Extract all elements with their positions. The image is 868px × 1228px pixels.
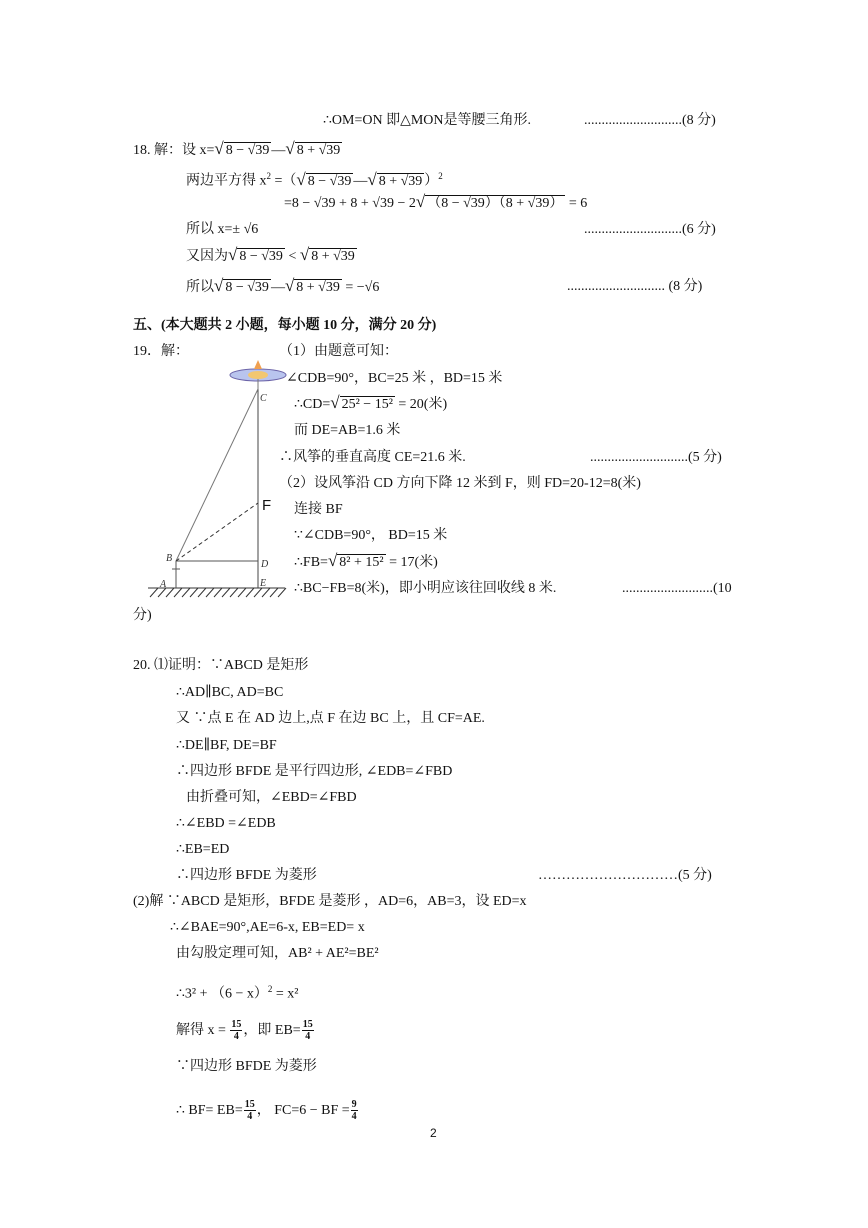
- radicand: 8 − √39: [225, 143, 270, 158]
- problem-20-part2: (2)解 ∵ABCD 是矩形，BFDE 是菱形 ，AD=6，AB=3，设 ED=x: [133, 894, 527, 909]
- section-heading: 五、(本大题共 2 小题，每小题 10 分，满分 20 分): [133, 318, 437, 333]
- problem-20-line: ∴AD∥BC, AD=BC: [176, 685, 284, 700]
- label-e: E: [260, 578, 267, 589]
- radicand: 8 + √39: [296, 143, 341, 158]
- problem-19-connect: 连接 BF: [294, 502, 343, 517]
- text: = −√6: [341, 280, 380, 295]
- problem-19-angle: ∵∠CDB=90°， BD=15 米: [294, 528, 448, 543]
- label-a: A: [160, 579, 167, 590]
- radicand: （8 − √39）（8 + √39）: [427, 196, 564, 211]
- score-mark: ..........................(10: [622, 581, 732, 596]
- kite-diagram: [140, 355, 300, 605]
- exponent: 2: [266, 171, 271, 181]
- text: ∴3² + （6 − x）: [176, 986, 268, 1002]
- text: ∴ BF= EB=: [176, 1103, 243, 1118]
- radicand: 8 + √39: [311, 249, 355, 264]
- problem-19-part1: （1）由题意可知：: [279, 344, 398, 359]
- problem-19-height: ∴风筝的垂直高度 CE=21.6 米.: [279, 450, 466, 465]
- problem-20-line: ∴∠EBD =∠EDB: [176, 816, 276, 831]
- text: = 6: [565, 196, 588, 211]
- text: <: [284, 249, 300, 264]
- ground-hatch: [148, 588, 286, 597]
- text: = 17(米): [385, 555, 438, 570]
- problem-18-square: 两边平方得 $x^2$ =（ √ 8 − √39 — √ 8 + √39 ）$^2$: [186, 169, 443, 189]
- fraction: $\frac{15}{4}$: [302, 1019, 313, 1043]
- text: 所以: [186, 280, 214, 295]
- problem-19-cd: ∴CD= √ 25² − 15² = 20(米): [294, 393, 448, 412]
- problem-20-line: ∴四边形 BFDE 是平行四边形, ∠EDB=∠FBD: [176, 764, 453, 779]
- problem-18-expand: =8 − √39 + 8 + √39 − 2 √ （8 − √39）（8 + √39） = 6: [284, 192, 588, 211]
- text: =（: [271, 173, 297, 189]
- text: = x²: [272, 986, 299, 1002]
- text: ，即 EB=: [243, 1023, 301, 1038]
- problem-18-final: 所以 √ 8 − √39 — √ 8 + √39 = −√6: [186, 276, 380, 295]
- problem-20-line: ∴四边形 BFDE 为菱形: [176, 868, 317, 883]
- radicand: 8² + 15²: [339, 555, 384, 570]
- problem-20-equation: [176, 979, 299, 1005]
- problem-20-line: 又 ∵点 E 在 AD 边上,点 F 在边 BC 上，且 CF=AE.: [176, 711, 485, 726]
- score-mark: …………………………(5 分): [538, 868, 712, 883]
- score-mark: ............................(5 分): [590, 450, 722, 465]
- exponent: 2: [267, 984, 273, 994]
- problem-20-line: 由折叠可知，∠EBD=∠FBD: [186, 790, 357, 805]
- kite-icon: [230, 360, 286, 389]
- text: ∴CD=: [294, 397, 331, 412]
- fraction: $\frac{15}{4}$: [231, 1019, 242, 1043]
- fraction: $\frac{15}{4}$: [244, 1099, 255, 1123]
- score-mark-cont: 分): [133, 608, 152, 623]
- conclusion-line: ∴OM=ON 即△MON是等腰三角形.: [323, 113, 532, 128]
- radicand: 8 − √39: [225, 280, 269, 295]
- page-number: 2: [430, 1126, 437, 1140]
- problem-label: 18. 解：设 x=: [133, 143, 215, 158]
- text: 又因为: [186, 249, 228, 264]
- score-mark: ............................(6 分): [584, 222, 716, 237]
- fraction: $\frac{9}{4}$: [351, 1099, 357, 1123]
- problem-19-part2: （2）设风筝沿 CD 方向下降 12 米到 F，则 FD=20-12=8(米): [279, 476, 641, 491]
- text: ， FC=6 − BF =: [256, 1103, 350, 1118]
- radicand: 25² − 15²: [341, 397, 393, 412]
- radicand: 8 − √39: [239, 249, 283, 264]
- radicand: 8 + √39: [378, 173, 423, 189]
- problem-20-line: ∵四边形 BFDE 为菱形: [176, 1059, 317, 1074]
- problem-20-line: ∴DE∥BF, DE=BF: [176, 738, 277, 753]
- text: = 20(米): [394, 397, 448, 412]
- text: ∴FB=: [294, 555, 328, 570]
- problem-18-setup: 18. 解：设 x= √ 8 − √39 — √ 8 + √39: [133, 139, 341, 158]
- label-d: D: [261, 559, 269, 570]
- problem-20-solve: [176, 1016, 315, 1046]
- score-mark: ............................(8 分): [584, 113, 716, 128]
- minus: —: [270, 280, 285, 295]
- problem-18-compare: 又因为 √ 8 − √39 < √ 8 + √39: [186, 245, 355, 264]
- minus: —: [271, 143, 286, 158]
- exponent: 2: [438, 171, 443, 181]
- text: 两边平方得 x: [186, 173, 267, 189]
- problem-20-pythagoras: 由勾股定理可知，AB² + AE²=BE²: [176, 946, 379, 961]
- problem-20-final: [176, 1096, 359, 1126]
- radicand: 8 + √39: [296, 280, 340, 295]
- problem-19-de: 而 DE=AB=1.6 米: [294, 423, 401, 438]
- segment-bf: [176, 503, 258, 561]
- problem-18-result: 所以 x=± √6: [186, 222, 259, 237]
- problem-19-fb: ∴FB= √ 8² + 15² = 17(米): [294, 551, 438, 570]
- problem-19-answer: ∴BC−FB=8(米)，即小明应该往回收线 8 米.: [294, 581, 557, 596]
- problem-19-given: ∠CDB=90°，BC=25 米 ，BD=15 米: [286, 371, 503, 386]
- text: ）: [424, 173, 439, 189]
- problem-20-line: ∴∠BAE=90°,AE=6-x, EB=ED= x: [170, 920, 365, 935]
- label-f: F: [262, 497, 272, 514]
- segment-bc: [176, 389, 258, 561]
- score-mark: ............................ (8 分): [567, 279, 703, 294]
- label-c: C: [260, 393, 267, 404]
- text: 解得 x =: [176, 1023, 230, 1038]
- problem-19-label: 19．解：: [133, 344, 189, 359]
- label-b: B: [166, 553, 173, 564]
- problem-20-proof: 20. ⑴证明：∵ABCD 是矩形: [133, 658, 309, 673]
- radicand: 8 − √39: [307, 173, 352, 189]
- problem-20-line: ∴EB=ED: [176, 842, 230, 857]
- minus: —: [353, 173, 368, 189]
- text: =8 − √39 + 8 + √39 − 2: [284, 196, 416, 211]
